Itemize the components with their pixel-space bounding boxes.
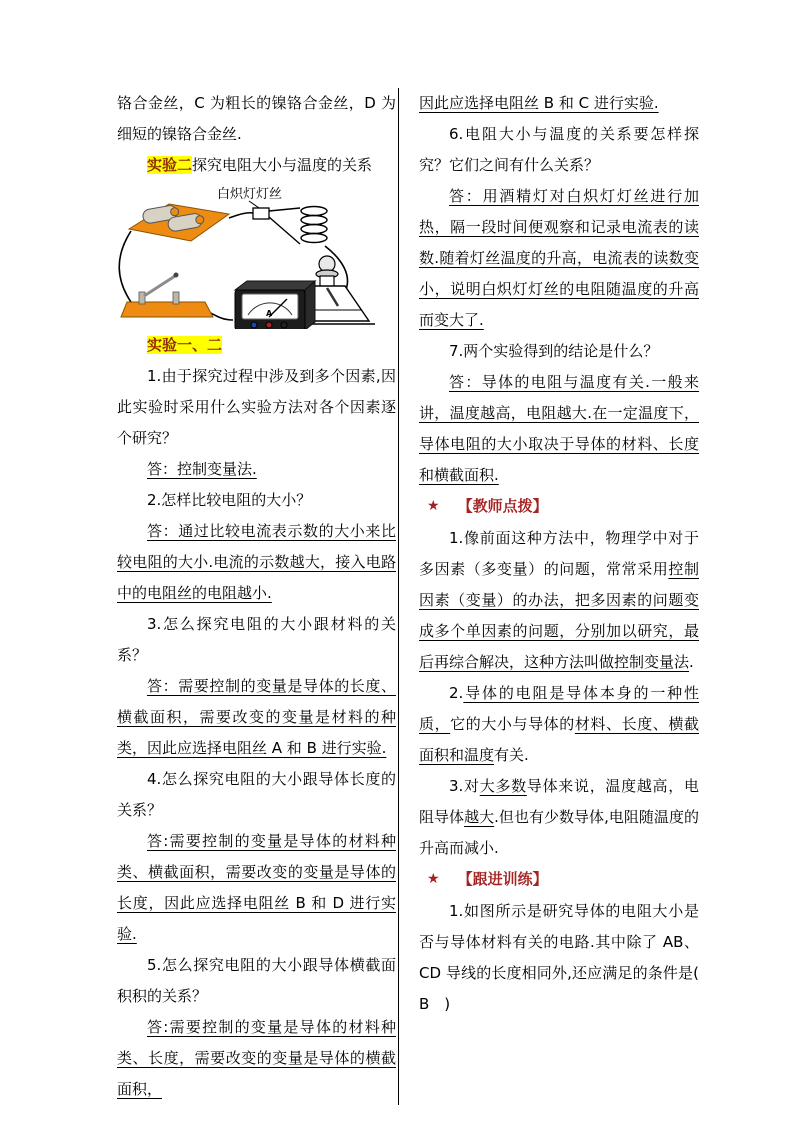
- answer-1: 答：控制变量法.: [147, 460, 257, 478]
- ammeter-dial-label: A: [266, 309, 273, 318]
- two-column-layout: [117, 88, 715, 1105]
- answer-2: 答：通过比较电流表示数的大小来比较电阻的大小.电流的示数越大，接入电路中的电阻丝的电阻越小.: [117, 522, 396, 602]
- star-icon: ★: [427, 498, 440, 514]
- experiment-2-highlight: 实验二: [147, 156, 193, 174]
- answer-6: 答：用酒精灯对白炽灯灯丝进行加热，隔一段时间便观察和记录电流表的读数.随着灯丝温度的升高，电流表的读数变小，说明白炽灯灯丝的电阻随温度的升高而变大了.: [419, 187, 699, 329]
- experiment-1-2-highlight: 实验一、二: [147, 336, 223, 354]
- circuit-figure: [117, 184, 389, 329]
- answer-4: 答:需要控制的变量是导体的材料种类、横截面积，需要改变的变量是导体的长度，因此应选择电阻丝 B 和 D 进行实验.: [117, 832, 396, 943]
- filament-coil-icon: [253, 207, 327, 245]
- question-7: 7.两个实验得到的结论是什么？: [449, 342, 659, 360]
- follow-up-training-heading: [419, 864, 699, 896]
- follow-up-training-title: 【跟进训练】: [457, 870, 548, 888]
- tip-3: 3.对大多数导体来说，温度越高，电阻导体越大.但也有少数导体,电阻随温度的升高而减小.: [419, 777, 699, 857]
- left-column: [117, 88, 396, 1105]
- circuit-diagram: [117, 184, 389, 329]
- intro-paragraph: 铬合金丝，C 为粗长的镍铬合金丝，D 为细短的镍铬合金丝.: [117, 94, 396, 143]
- experiment-2-title: 探究电阻大小与温度的关系: [192, 156, 373, 174]
- answer-5-continuation: 因此应选择电阻丝 B 和 C 进行实验.: [419, 94, 659, 112]
- ammeter-icon: [235, 281, 315, 329]
- experiment-1-2-heading: [117, 330, 396, 361]
- answer-5-part: 答:需要控制的变量是导体的材料种类、长度，需要改变的变量是导体的横截面积，: [117, 1018, 396, 1098]
- right-column: [398, 88, 715, 1105]
- teacher-tips-heading: [419, 491, 699, 523]
- star-icon: ★: [427, 871, 440, 887]
- question-3: 3.怎么探究电阻的大小跟材料的关系？: [117, 615, 396, 664]
- tip-2: 2.导体的电阻是导体本身的一种性质，它的大小与导体的材料、长度、横截面积和温度有关.: [419, 684, 699, 764]
- question-5: 5.怎么探究电阻的大小跟导体横截面积积的关系？: [117, 956, 396, 1005]
- figure-caption: 白炽灯灯丝: [217, 187, 283, 202]
- teacher-tips-title: 【教师点拨】: [457, 497, 548, 515]
- training-question-1: 1.如图所示是研究导体的电阻大小是否与导体材料有关的电路.其中除了 AB、CD 导线的长度相同外,还应满足的条件是( B ): [419, 902, 715, 1013]
- switch-icon: [121, 273, 213, 318]
- answer-7: 答：导体的电阻与温度有关.一般来讲，温度越高，电阻越大.在一定温度下，导体电阻的大小取决于导体的材料、长度和横截面积.: [419, 373, 699, 484]
- tip-1: 1.像前面这种方法中，物理学中对于多因素（多变量）的问题，常常采用控制因素（变量）的办法，把多因素的问题变成多个单因素的问题，分别加以研究，最后再综合解决，这种方法叫做控制变量法.: [419, 529, 699, 671]
- answer-3: 答：需要控制的变量是导体的长度、横截面积，需要改变的变量是材料的种类，因此应选择电阻丝 A 和 B 进行实验.: [117, 677, 396, 757]
- question-1: 1.由于探究过程中涉及到多个因素,因此实验时采用什么实验方法对各个因素逐个研究？: [117, 367, 396, 447]
- question-2: 2.怎样比较电阻的大小？: [147, 491, 312, 509]
- battery-pack-icon: [129, 204, 229, 241]
- experiment-2-heading: [117, 150, 396, 181]
- question-6: 6.电阻大小与温度的关系要怎样探究？它们之间有什么关系？: [419, 125, 699, 174]
- question-4: 4.怎么探究电阻的大小跟导体长度的关系？: [117, 770, 396, 819]
